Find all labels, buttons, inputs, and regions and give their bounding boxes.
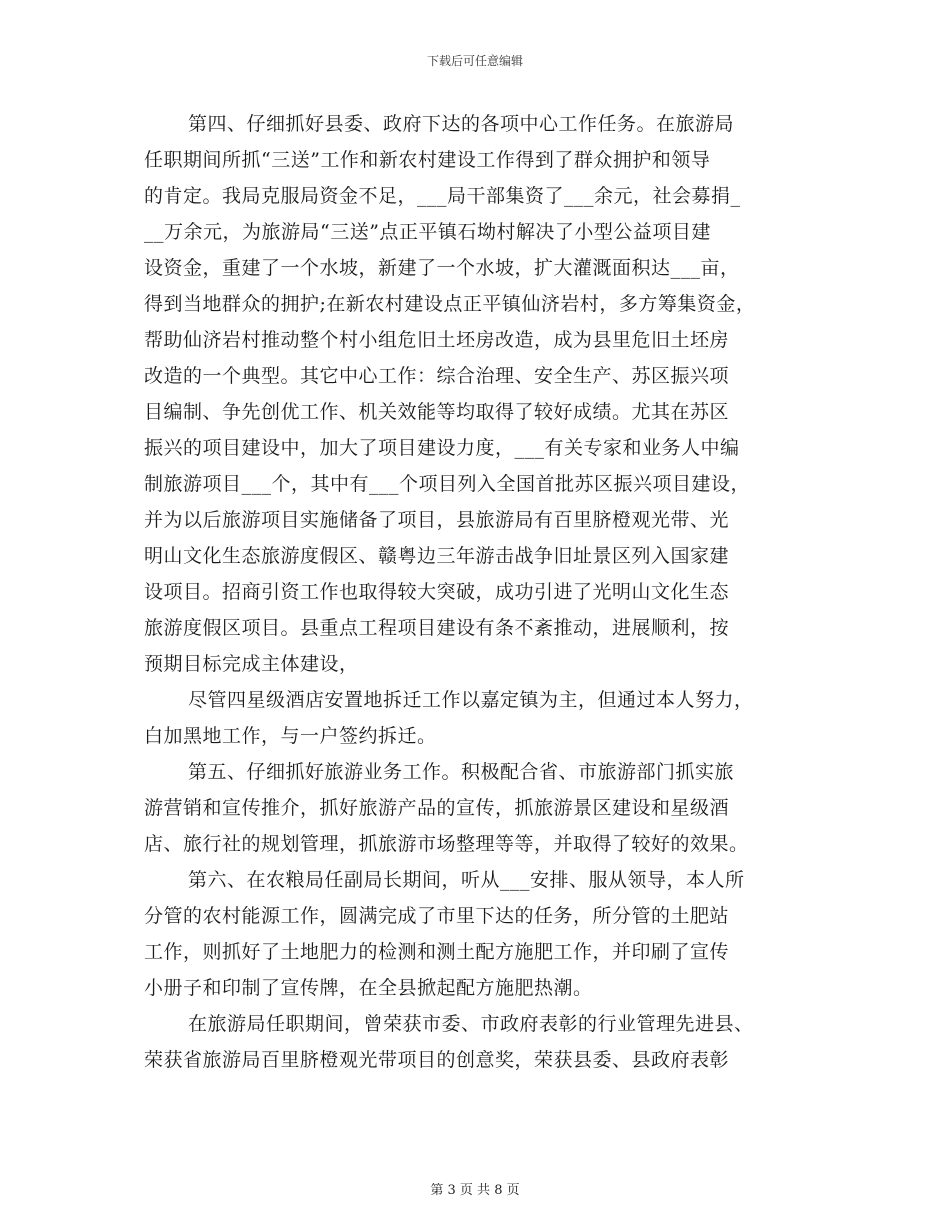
paragraph-line: 白加黑地工作，与一户签约拆迁。 <box>144 725 437 747</box>
paragraph-line: 并为以后旅游项目实施储备了项目，县旅游局有百里脐橙观光带、光 <box>144 509 730 531</box>
paragraph-line: 尽管四星级酒店安置地拆迁工作以嘉定镇为主，但通过本人努力， <box>188 689 754 711</box>
paragraph-line: 任职期间所抓“三送”工作和新农村建设工作得到了群众拥护和领导 <box>144 149 711 171</box>
paragraph-line: 第五、仔细抓好旅游业务工作。积极配合省、市旅游部门抓实旅 <box>188 761 735 783</box>
paragraph-line: 制旅游项目___个，其中有___个项目列入全国首批苏区振兴项目建设， <box>144 473 751 495</box>
paragraph-line: 旅游度假区项目。县重点工程项目建设有条不紊推动，进展顺利，按 <box>144 617 730 639</box>
paragraph-line: 店、旅行社的规划管理，抓旅游市场整理等等，并取得了较好的效果。 <box>144 833 749 855</box>
paragraph-line: 第六、在农粮局任副局长期间，听从___安排、服从领导，本人所 <box>188 869 745 891</box>
paragraph-line: 工作，则抓好了土地肥力的检测和测土配方施肥工作，并印刷了宣传 <box>144 941 730 963</box>
paragraph-line: 设项目。招商引资工作也取得较大突破，成功引进了光明山文化生态 <box>144 581 730 603</box>
paragraph-line: 帮助仙济岩村推动整个村小组危旧土坯房改造，成为县里危旧土坯房 <box>144 329 730 351</box>
document-body <box>144 106 804 1078</box>
paragraph-line: 游营销和宣传推介，抓好旅游产品的宣传，抓旅游景区建设和星级酒 <box>144 797 730 819</box>
paragraph-line: 改造的一个典型。其它中心工作：综合治理、安全生产、苏区振兴项 <box>144 365 730 387</box>
paragraph-line: 目编制、争先创优工作、机关效能等均取得了较好成绩。尤其在苏区 <box>144 401 730 423</box>
paragraph-line: 明山文化生态旅游度假区、赣粤边三年游击战争旧址景区列入国家建 <box>144 545 730 567</box>
page-header: 下载后可任意编辑 <box>426 54 523 68</box>
page-footer: 第 3 页 共 8 页 <box>430 1183 520 1198</box>
paragraph-line: 小册子和印制了宣传牌，在全县掀起配方施肥热潮。 <box>144 977 593 999</box>
paragraph-line: 预期目标完成主体建设， <box>144 653 359 675</box>
paragraph-line: 在旅游局任职期间，曾荣获市委、市政府表彰的行业管理先进县、 <box>188 1013 754 1035</box>
paragraph-line: 振兴的项目建设中，加大了项目建设力度，___有关专家和业务人中编 <box>144 437 740 459</box>
paragraph-line: 第四、仔细抓好县委、政府下达的各项中心工作任务。在旅游局 <box>188 113 735 135</box>
paragraph-line: 分管的农村能源工作，圆满完成了市里下达的任务，所分管的土肥站 <box>144 905 730 927</box>
paragraph-line: 的肯定。我局克服局资金不足，___局干部集资了___余元，社会募捐_ <box>144 185 741 207</box>
paragraph-line: 得到当地群众的拥护;在新农村建设点正平镇仙济岩村，多方筹集资金， <box>144 293 756 315</box>
paragraph-line: __万余元，为旅游局“三送”点正平镇石坳村解决了小型公益项目建 <box>144 221 711 243</box>
paragraph-line: 荣获省旅游局百里脐橙观光带项目的创意奖，荣获县委、县政府表彰 <box>144 1049 730 1071</box>
paragraph-line: 设资金，重建了一个水坡，新建了一个水坡，扩大灌溉面积达___亩， <box>144 257 740 279</box>
